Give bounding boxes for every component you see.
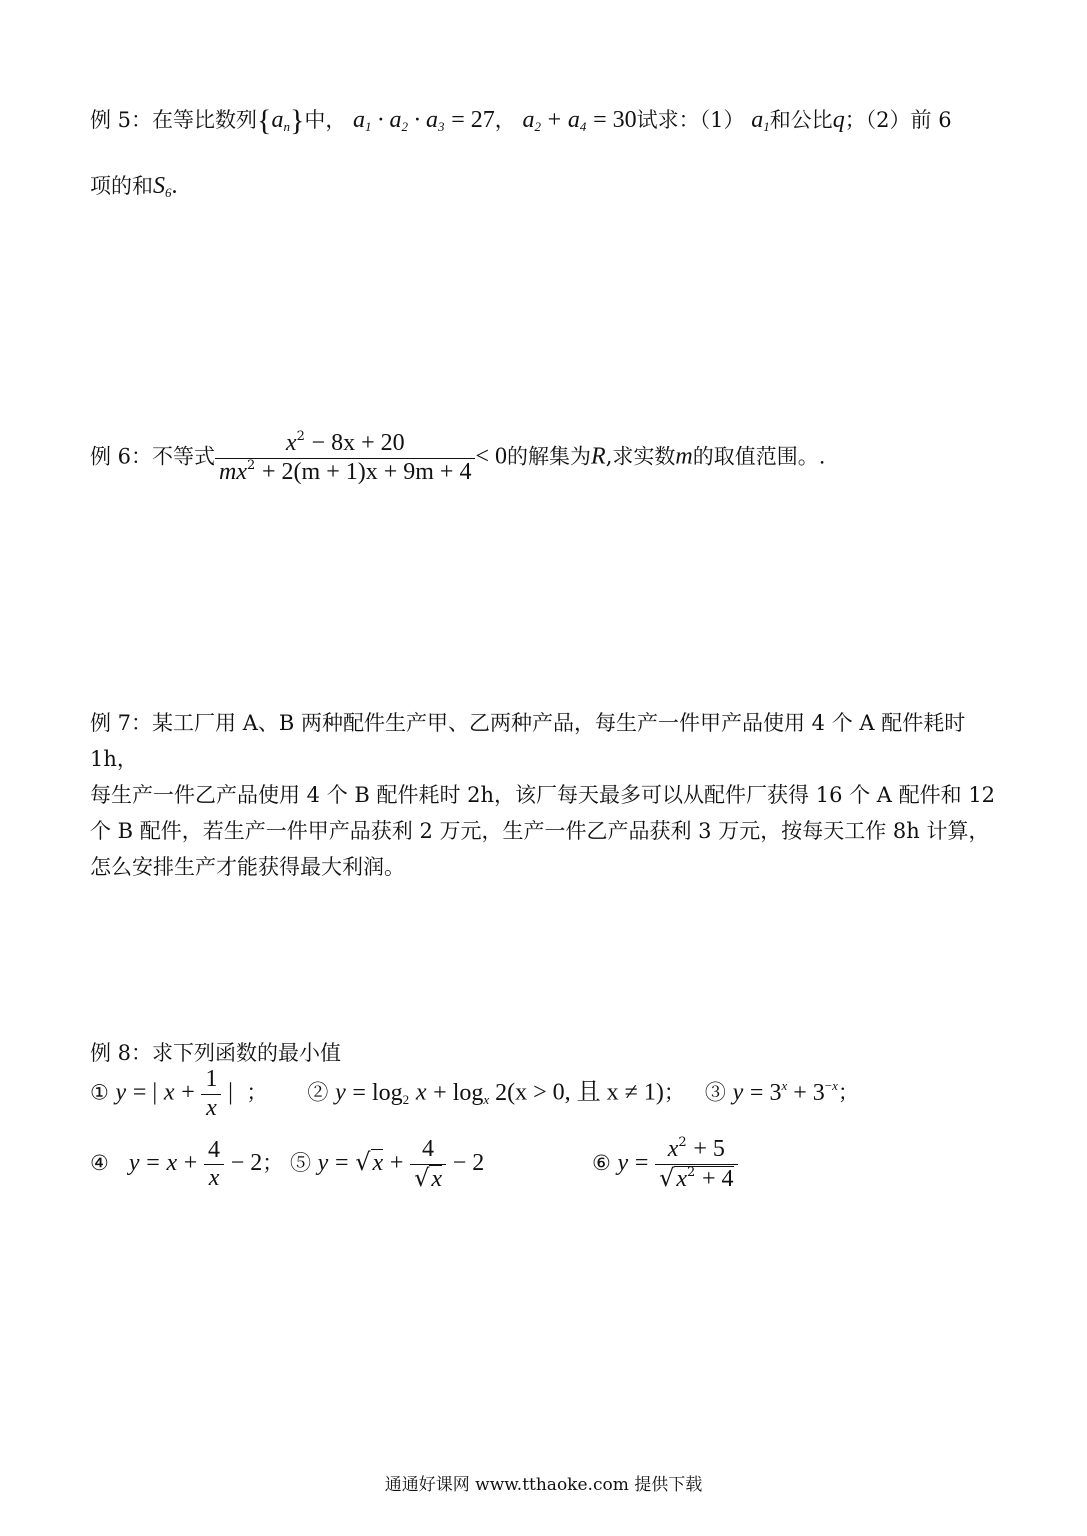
example-8-f6: ⑥ y = $\frac{x^2 + 5}{√x^2 + 4}$ xyxy=(592,1136,738,1193)
ex5-part2: ；（2）前 6 xyxy=(844,108,952,132)
ex5-label: 例 5：在等比数列 xyxy=(90,108,258,132)
example-7 xyxy=(90,705,1010,885)
example-5: 例 5：在等比数列$\{a_n\}$中， $a_1 \cdot a_2 \cdot a_3 = 27$， $a_2 + a_4 = 30$试求：（1） $a_1$和公比q；（2）前 6 xyxy=(90,104,952,137)
example-8-row1: ① y = | x + $\frac{1}{x}$ | ； ② $y = \log_2 x + \log_x 2(x > 0$, 且 x ≠ 1)； ③ $y = 3^x + 3^{-x}$； xyxy=(90,1066,859,1121)
ex7-line2: 每生产一件乙产品使用 4 个 B 配件耗时 2h，该厂每天最多可以从配件厂获得 16 个 A 配件和 12 xyxy=(90,783,996,807)
f6-fraction: $\frac{x^2 + 5}{√x^2 + 4}$ xyxy=(655,1136,737,1193)
f4-fraction: $\frac{4}{x}$ xyxy=(204,1137,224,1193)
example-8-row2: ④ y = x + $\frac{4}{x}$ − 2； ⑤ y = √x + $\frac{4}{√x}$ − 2 xyxy=(90,1136,485,1192)
f1-fraction: $\frac{1}{x}$ xyxy=(201,1066,221,1122)
ex6-label: 例 6：不等式 xyxy=(90,444,216,469)
f5-fraction: $\frac{4}{√x}$ xyxy=(410,1136,446,1193)
ex7-line3: 个 B 配件，若生产一件甲产品获利 2 万元，生产一件乙产品获利 3 万元，按每天工作 8h 计算， xyxy=(90,819,990,843)
ex7-line4: 怎么安排生产才能获得最大利润。 xyxy=(90,855,405,879)
ex5-eq2: = 30 xyxy=(593,107,637,133)
example-6: 例 6：不等式 $\frac{x^2 - 8x + 20}{mx^2 + 2(m + 1)x + 9m + 4}$ < 0的解集为R,求实数m的取值范围。. xyxy=(90,429,826,485)
example-8-heading: 例 8：求下列函数的最小值 xyxy=(90,1041,342,1065)
example-5-line2: 项的和$S_6$. xyxy=(90,173,178,200)
ex7-line1: 例 7：某工厂用 A、B 两种配件生产甲、乙两种产品，每生产一件甲产品使用 4 个 A 配件耗时 1h， xyxy=(90,711,966,771)
ex5-ask: 试求：（1） xyxy=(636,108,745,132)
ex5-mid: 中， xyxy=(304,108,347,132)
ex6-relation: < 0 xyxy=(475,443,508,470)
page-footer: 通通好课网 www.tthaoke.com 提供下载 xyxy=(384,1475,703,1495)
ex5-eq1: = 27 xyxy=(451,107,495,133)
ex6-fraction: $\frac{x^2 - 8x + 20}{mx^2 + 2(m + 1)x + 9m + 4}$ xyxy=(215,430,475,486)
